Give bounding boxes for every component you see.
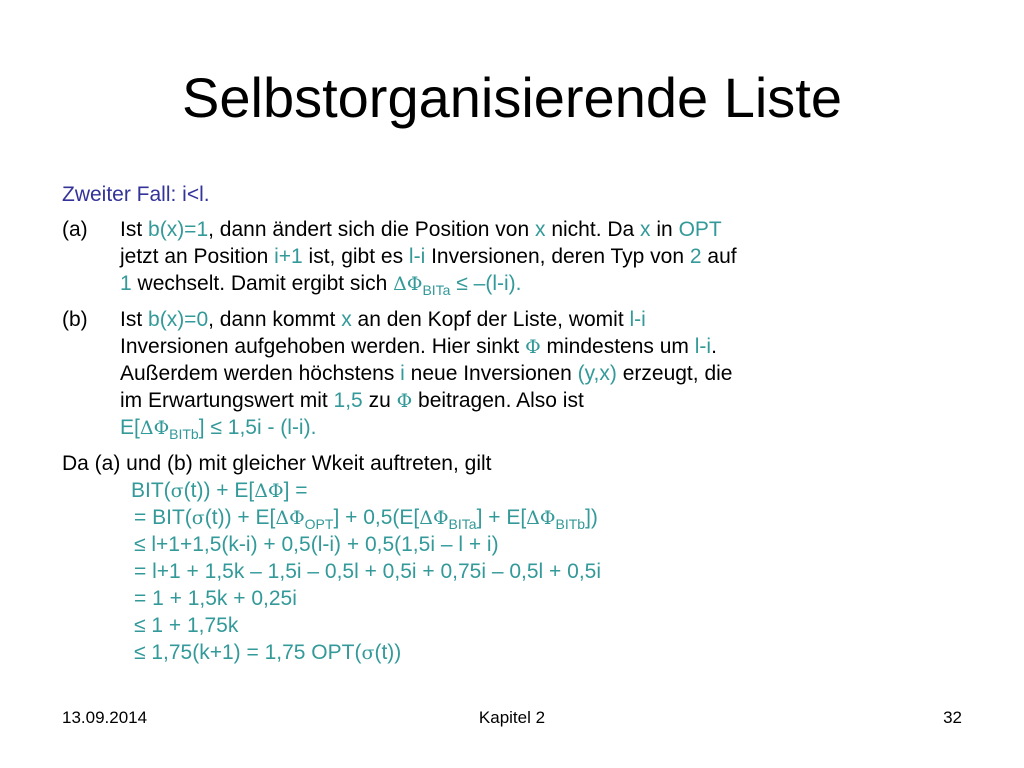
text-run: (t)) + E[: [183, 479, 255, 502]
text-run: l-i: [694, 335, 712, 358]
item-a-line-1: [120, 216, 722, 243]
math-symbol: Φ: [525, 336, 541, 358]
derivation-line-3: [134, 531, 499, 558]
math-symbol: ΔΦ: [254, 480, 284, 502]
derivation-line-5: [134, 585, 297, 612]
text-run: erzeugt, die: [616, 362, 733, 385]
math-symbol: σ: [191, 507, 205, 529]
text-run: E[: [120, 416, 140, 439]
text-run: Inversionen, deren Typ von: [425, 245, 690, 268]
footer-page-number: 32: [943, 708, 962, 727]
footer-date: 13.09.2014: [62, 708, 148, 727]
text-run: , dann kommt: [208, 308, 342, 331]
case-heading: Zweiter Fall: i<l.: [62, 183, 210, 206]
subscript-text: BITa: [448, 516, 477, 532]
text-run: (t)): [374, 641, 402, 664]
text-run: , dann ändert sich die Position von: [208, 218, 535, 241]
footer-chapter: Kapitel 2: [478, 708, 546, 727]
item-b-line-3: [120, 360, 732, 387]
text-run: x: [640, 218, 651, 241]
text-run: jetzt an Position: [120, 245, 275, 268]
derivation-line-2: [134, 504, 598, 532]
text-run: im Erwartungswert mit: [120, 389, 334, 412]
text-run: nicht. Da: [545, 218, 641, 241]
text-run: = BIT(: [134, 506, 192, 529]
text-run: (t)) + E[: [204, 506, 276, 529]
text-run: BIT(: [131, 479, 171, 502]
text-run: ≤ 1,75(k+1) = 1,75 OPT(: [134, 641, 362, 664]
math-symbol: ΔΦ: [419, 507, 449, 529]
text-run: Ist: [120, 308, 149, 331]
derivation-line-6: [134, 612, 238, 639]
subscript-text: OPT: [304, 516, 334, 532]
text-run: in: [650, 218, 679, 241]
derivation-line-7: [134, 639, 401, 667]
subscript-text: BITa: [422, 282, 451, 298]
item-b-line-1: [120, 306, 646, 333]
text-run: Inversionen aufgehoben werden. Hier sinkt: [120, 335, 526, 358]
text-run: ]): [585, 506, 598, 529]
text-run: zu: [362, 389, 397, 412]
text-run: an den Kopf der Liste, womit: [351, 308, 630, 331]
text-run: x: [535, 218, 546, 241]
conclusion-text: Da (a) und (b) mit gleicher Wkeit auftreten, gilt: [62, 452, 492, 475]
text-run: i: [400, 362, 405, 385]
math-symbol: ΔΦ: [393, 273, 423, 295]
text-run: 1: [120, 272, 132, 295]
text-run: x: [341, 308, 352, 331]
text-run: ist, gibt es: [302, 245, 409, 268]
slide-title: Selbstorganisierende Liste: [182, 66, 842, 129]
text-run: Ist: [120, 218, 149, 241]
text-run: OPT: [678, 218, 722, 241]
math-symbol: Φ: [396, 390, 413, 412]
subscript-text: BITb: [169, 426, 199, 442]
text-run: Außerdem werden höchstens: [120, 362, 401, 385]
text-run: b(x)=0: [148, 308, 209, 331]
text-run: 2: [689, 245, 702, 268]
math-symbol: σ: [170, 480, 184, 502]
item-a-line-2: [120, 243, 737, 270]
text-run: auf: [701, 245, 737, 268]
text-run: mindestens um: [540, 335, 695, 358]
text-run: = 1 + 1,5k + 0,25i: [134, 587, 297, 610]
math-symbol: ΔΦ: [139, 417, 170, 439]
text-run: l-i: [408, 245, 426, 268]
text-run: ] ≤ 1,5i - (l-i).: [198, 416, 317, 439]
item-a-label: (a): [62, 218, 88, 241]
item-a-line-3: [120, 270, 521, 298]
math-symbol: ΔΦ: [526, 507, 556, 529]
derivation-line-4: [134, 558, 601, 585]
text-run: ] + 0,5(E[: [333, 506, 420, 529]
text-run: i+1: [274, 245, 303, 268]
text-run: ] + E[: [476, 506, 527, 529]
subscript-text: BITb: [555, 516, 586, 532]
text-run: ≤ –(l-i).: [450, 272, 522, 295]
text-run: l-i: [629, 308, 646, 331]
text-run: b(x)=1: [148, 218, 209, 241]
item-b-line-5: [120, 414, 316, 442]
text-run: ≤ l+1+1,5(k-i) + 0,5(l-i) + 0,5(1,5i – l + i): [134, 533, 499, 556]
text-run: 1,5: [333, 389, 363, 412]
text-run: .: [711, 335, 717, 358]
derivation-line-1: [131, 477, 308, 505]
text-run: = l+1 + 1,5k – 1,5i – 0,5l + 0,5i + 0,75i – 0,5l + 0,5i: [134, 560, 602, 583]
text-run: ] =: [283, 479, 308, 502]
item-b-line-4: [120, 387, 584, 415]
item-b-label: (b): [62, 308, 88, 331]
math-symbol: σ: [361, 642, 375, 664]
text-run: (y,x): [577, 362, 617, 385]
text-run: wechselt. Damit ergibt sich: [131, 272, 394, 295]
text-run: beitragen. Also ist: [412, 389, 584, 412]
math-symbol: ΔΦ: [275, 507, 305, 529]
text-run: neue Inversionen: [404, 362, 578, 385]
item-b-line-2: [120, 333, 717, 361]
text-run: ≤ 1 + 1,75k: [134, 614, 239, 637]
